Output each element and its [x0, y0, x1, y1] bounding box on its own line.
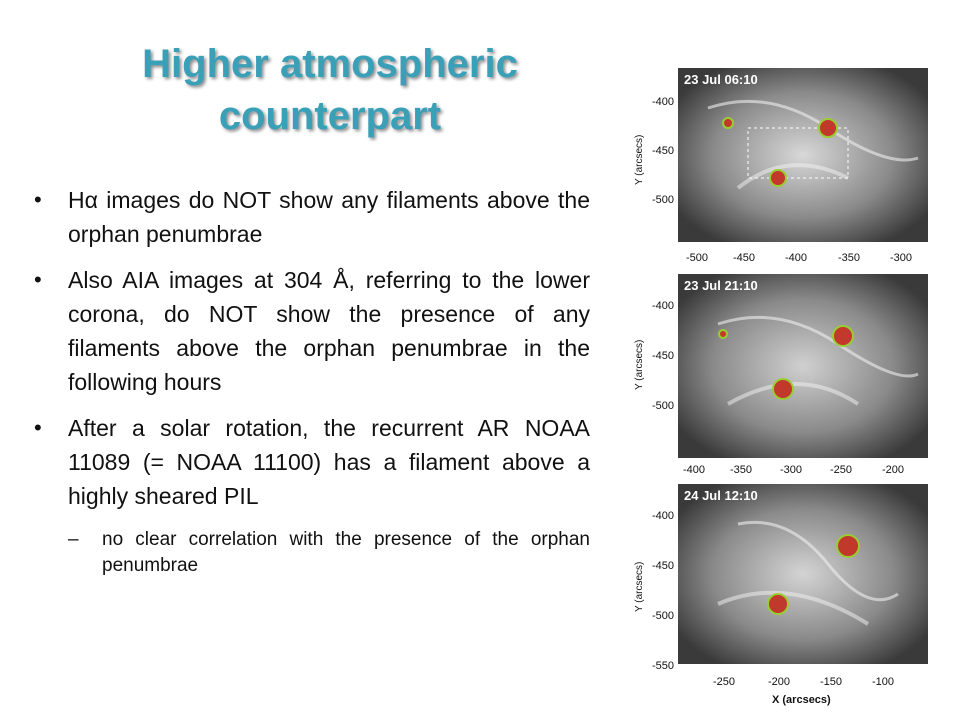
- bullet-item: • After a solar rotation, the recurrent AR NOAA 11089 (= NOAA 11100) has a filament above a highly sheared PIL – no clear correlation with the presence of the orphan penumbrae: [34, 411, 590, 579]
- y-tick: -450: [652, 560, 675, 572]
- solar-image: [678, 274, 928, 458]
- bullet-text: Also AIA images at 304 Å, referring to the lower corona, do NOT show the presence of any filaments above the orphan penumbrae in the following hours: [68, 267, 590, 395]
- timestamp: 24 Jul 12:10: [684, 488, 758, 503]
- y-axis-label: Y (arcsecs): [634, 561, 645, 612]
- x-tick: -250: [830, 464, 853, 476]
- x-tick: -300: [890, 252, 913, 264]
- x-tick: -200: [882, 464, 905, 476]
- sub-bullet-item: – no clear correlation with the presence of the orphan penumbrae: [68, 529, 590, 576]
- x-tick: -300: [780, 464, 803, 476]
- y-tick: -500: [652, 400, 675, 412]
- sub-bullet-text: no clear correlation with the presence of the orphan penumbrae: [102, 529, 590, 576]
- y-tick: -400: [652, 510, 675, 522]
- solar-image: [678, 484, 928, 664]
- timestamp: 23 Jul 21:10: [684, 278, 758, 293]
- x-tick: -200: [768, 676, 791, 688]
- bullet-item: • Also AIA images at 304 Å, referring to the lower corona, do NOT show the presence of any filaments above the orphan penumbrae in the following hours: [34, 267, 590, 395]
- timestamp: 23 Jul 06:10: [684, 72, 758, 87]
- x-tick: -450: [733, 252, 756, 264]
- y-tick: -500: [652, 194, 675, 206]
- x-tick: -500: [686, 252, 709, 264]
- bullet-list: [34, 183, 590, 591]
- x-axis-label: X (arcsecs): [772, 694, 831, 706]
- x-tick: -400: [785, 252, 808, 264]
- x-tick: -100: [872, 676, 895, 688]
- x-tick: -250: [713, 676, 736, 688]
- x-tick: -150: [820, 676, 843, 688]
- slide-title: Higher atmospheric counterpart: [142, 42, 518, 138]
- solar-image: [678, 68, 928, 242]
- y-tick: -500: [652, 610, 675, 622]
- y-tick: -400: [652, 96, 675, 108]
- y-tick: -550: [652, 660, 675, 672]
- solar-image-graphic: [678, 68, 928, 242]
- x-tick: -350: [730, 464, 753, 476]
- y-tick: -450: [652, 145, 675, 157]
- y-axis-label: Y (arcsecs): [634, 134, 645, 185]
- y-tick: -450: [652, 350, 675, 362]
- y-axis-label: Y (arcsecs): [634, 339, 645, 390]
- x-tick: -350: [838, 252, 861, 264]
- x-tick: -400: [683, 464, 706, 476]
- sub-bullet-list: [68, 527, 590, 579]
- bullet-text: After a solar rotation, the recurrent AR NOAA 11089 (= NOAA 11100) has a filament above a highly sheared PIL: [68, 415, 590, 509]
- solar-image-graphic: [678, 274, 928, 458]
- solar-image-graphic: [678, 484, 928, 664]
- y-tick: -400: [652, 300, 675, 312]
- bullet-text: Hα images do NOT show any filaments above the orphan penumbrae: [68, 187, 590, 247]
- bullet-item: • Hα images do NOT show any filaments above the orphan penumbrae: [34, 187, 590, 247]
